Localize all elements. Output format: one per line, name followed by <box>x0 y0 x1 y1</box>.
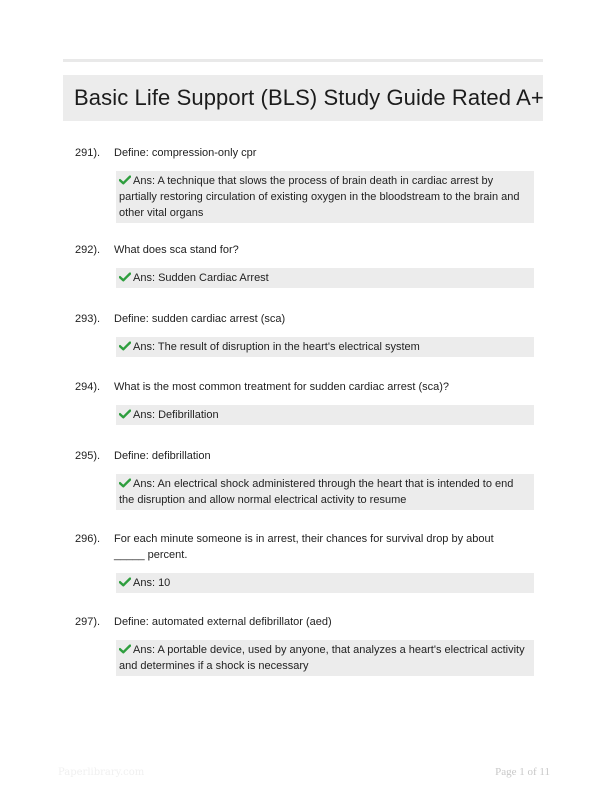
question-number: 296). <box>75 533 101 545</box>
answer-box <box>116 640 534 676</box>
answer-text: Ans: An electrical shock administered through the heart that is intended to end the disruption and allow normal electrical activity to resume <box>119 478 514 506</box>
page-title: Basic Life Support (BLS) Study Guide Rated A+ <box>74 85 544 110</box>
checkmark-icon <box>119 175 131 185</box>
answer-box <box>116 573 534 593</box>
title-banner <box>63 75 543 121</box>
answer-box <box>116 171 534 223</box>
question-text: What does sca stand for? <box>114 244 239 256</box>
answer-text: Ans: A portable device, used by anyone, that analyzes a heart's electrical activity and determines if a shock is necessary <box>119 644 525 672</box>
answer-text: Ans: Sudden Cardiac Arrest <box>133 272 269 284</box>
question-block-293 <box>63 311 543 357</box>
question-number: 292). <box>75 244 101 256</box>
checkmark-icon <box>119 409 131 419</box>
question-block-295 <box>63 448 543 510</box>
question-text: For each minute someone is in arrest, their chances for survival drop by about _____ percent. <box>114 533 494 561</box>
question-block-292 <box>63 242 543 288</box>
question-block-297 <box>63 614 543 676</box>
checkmark-icon <box>119 272 131 282</box>
question-number: 291). <box>75 147 101 159</box>
question-block-291 <box>63 145 543 223</box>
answer-box <box>116 268 534 288</box>
answer-text: Ans: The result of disruption in the heart's electrical system <box>133 341 420 353</box>
answer-text: Ans: 10 <box>133 577 171 589</box>
question-number: 293). <box>75 313 101 325</box>
answer-text: Ans: Defibrillation <box>133 409 219 421</box>
question-block-294 <box>63 379 543 425</box>
question-text: Define: automated external defibrillator (aed) <box>114 616 332 628</box>
top-divider <box>63 59 543 62</box>
question-number: 297). <box>75 616 101 628</box>
question-number: 294). <box>75 381 101 393</box>
answer-box <box>116 405 534 425</box>
answer-box <box>116 337 534 357</box>
page-indicator: Page 1 of 11 <box>495 766 550 778</box>
answer-text: Ans: A technique that slows the process of brain death in cardiac arrest by partially restoring circulation of existing oxygen in the bloodstream to the brain and other vital organs <box>119 175 520 219</box>
checkmark-icon <box>119 644 131 654</box>
question-text: Define: sudden cardiac arrest (sca) <box>114 313 286 325</box>
question-text: What is the most common treatment for sudden cardiac arrest (sca)? <box>114 381 450 393</box>
checkmark-icon <box>119 478 131 488</box>
checkmark-icon <box>119 341 131 351</box>
footer-watermark: Paperlibrary.com <box>58 767 145 778</box>
question-text: Define: defibrillation <box>114 450 211 462</box>
question-block-296 <box>63 531 543 593</box>
checkmark-icon <box>119 577 131 587</box>
question-number: 295). <box>75 450 101 462</box>
answer-box <box>116 474 534 510</box>
question-text: Define: compression-only cpr <box>114 147 257 159</box>
